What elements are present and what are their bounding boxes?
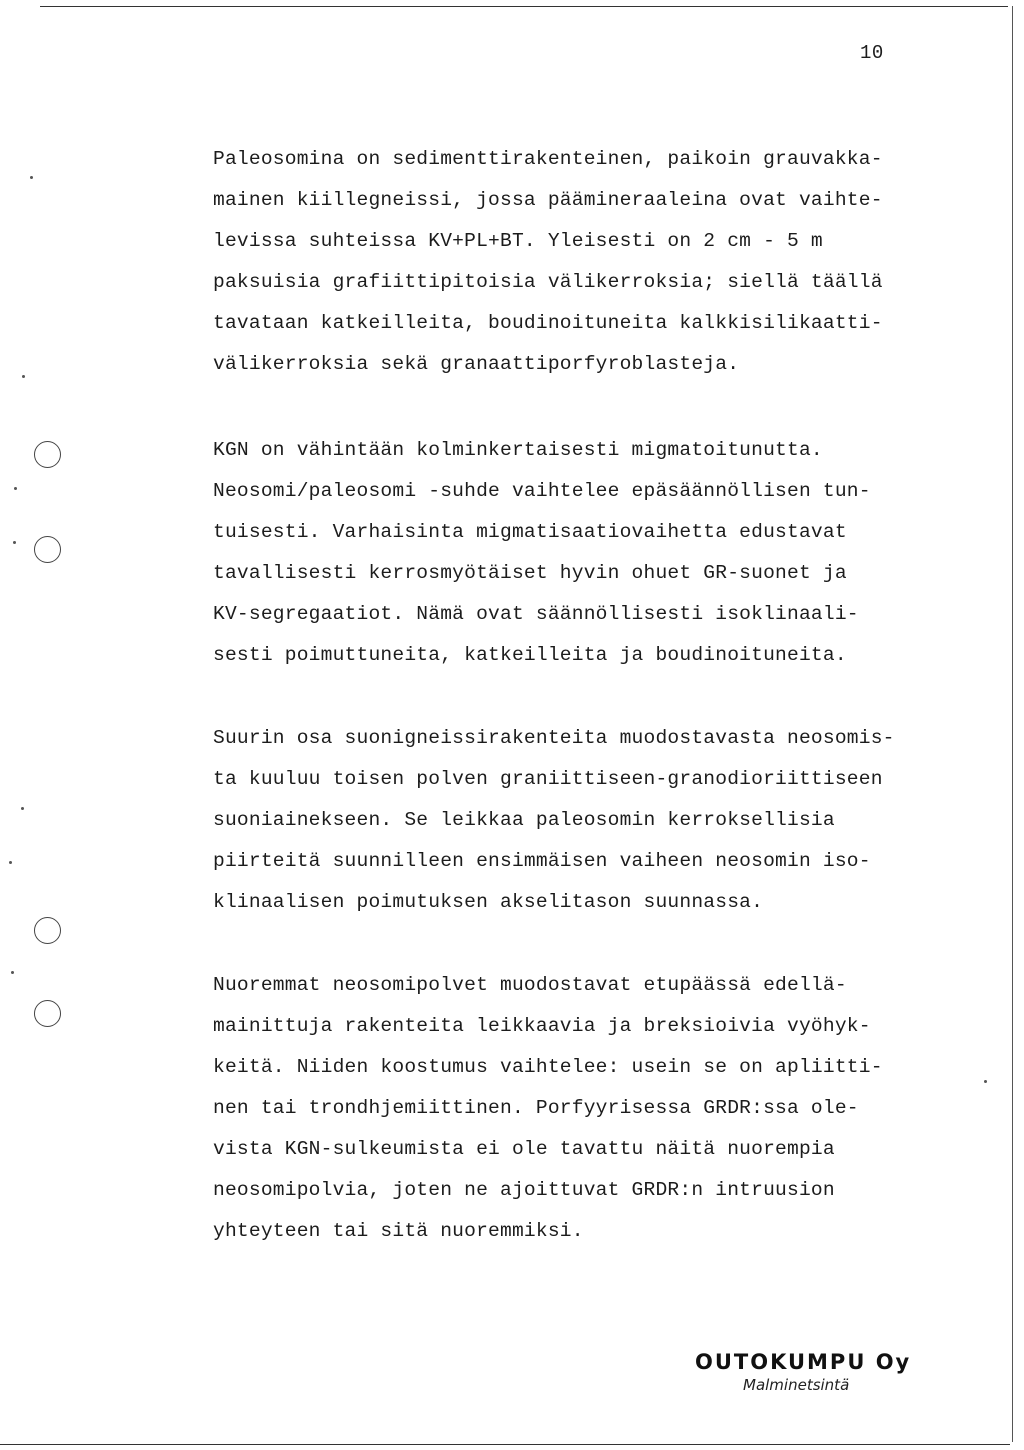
text-line: keitä. Niiden koostumus vaihtelee: usein se on apliitti- (213, 1056, 883, 1078)
text-line: tavallisesti kerrosmyötäiset hyvin ohuet GR-suonet ja (213, 562, 847, 584)
text-line: Suurin osa suonigneissirakenteita muodostavasta neosomis- (213, 727, 895, 749)
text-line: mainen kiillegneissi, jossa päämineraaleina ovat vaihte- (213, 189, 883, 211)
company-name: OUTOKUMPU Oy (695, 1350, 912, 1374)
text-line: KV-segregaatiot. Nämä ovat säännöllisesti isoklinaali- (213, 603, 859, 625)
scan-speck (14, 487, 17, 490)
scan-speck (22, 375, 25, 378)
text-line: vista KGN-sulkeumista ei ole tavattu näitä nuorempia (213, 1138, 835, 1160)
company-logo (695, 1350, 915, 1394)
text-line: Paleosomina on sedimenttirakenteinen, paikoin grauvakka- (213, 148, 883, 170)
punch-hole-icon (34, 917, 61, 944)
paragraph-migmatization (213, 430, 973, 676)
scan-speck (9, 861, 12, 864)
text-line: klinaalisen poimutuksen akselitason suunnassa. (213, 891, 764, 913)
punch-hole-icon (34, 536, 61, 563)
text-line: Neosomi/paleosomi -suhde vaihtelee epäsäännöllisen tun- (213, 480, 871, 502)
text-line: levissa suhteissa KV+PL+BT. Yleisesti on 2 cm - 5 m (213, 230, 823, 252)
text-line: sesti poimuttuneita, katkeilleita ja boudinoituneita. (213, 644, 847, 666)
bottom-border-line (0, 1444, 1010, 1445)
text-line: nen tai trondhjemiittinen. Porfyyrisessa GRDR:ssa ole- (213, 1097, 859, 1119)
text-line: välikerroksia sekä granaattiporfyroblasteja. (213, 353, 740, 375)
paragraph-paleosome (213, 139, 973, 385)
text-line: suoniainekseen. Se leikkaa paleosomin kerroksellisia (213, 809, 835, 831)
top-border-line (40, 6, 1008, 7)
page-number: 10 (860, 42, 884, 64)
text-line: tavataan katkeilleita, boudinoituneita kalkkisilikaatti- (213, 312, 883, 334)
text-line: Nuoremmat neosomipolvet muodostavat etupäässä edellä- (213, 974, 847, 996)
text-line: paksuisia grafiittipitoisia välikerroksia; siellä täällä (213, 271, 883, 293)
scan-speck (984, 1080, 987, 1083)
scan-speck (11, 971, 14, 974)
company-department: Malminetsintä (743, 1376, 850, 1394)
text-line: tuisesti. Varhaisinta migmatisaatiovaihetta edustavat (213, 521, 847, 543)
paragraph-younger-generations (213, 965, 973, 1252)
text-line: KGN on vähintään kolminkertaisesti migmatoitunutta. (213, 439, 823, 461)
scan-speck (21, 807, 24, 810)
text-line: mainittuja rakenteita leikkaavia ja breksioivia vyöhyk- (213, 1015, 871, 1037)
scan-speck (13, 541, 16, 544)
right-border-line (1012, 6, 1013, 1442)
text-line: ta kuuluu toisen polven graniittiseen-granodioriittiseen (213, 768, 883, 790)
punch-hole-icon (34, 1000, 61, 1027)
paragraph-second-generation (213, 718, 973, 923)
text-line: piirteitä suunnilleen ensimmäisen vaiheen neosomin iso- (213, 850, 871, 872)
scan-speck (30, 176, 33, 179)
text-line: neosomipolvia, joten ne ajoittuvat GRDR:n intruusion (213, 1179, 835, 1201)
punch-hole-icon (34, 441, 61, 468)
text-line: yhteyteen tai sitä nuoremmiksi. (213, 1220, 584, 1242)
